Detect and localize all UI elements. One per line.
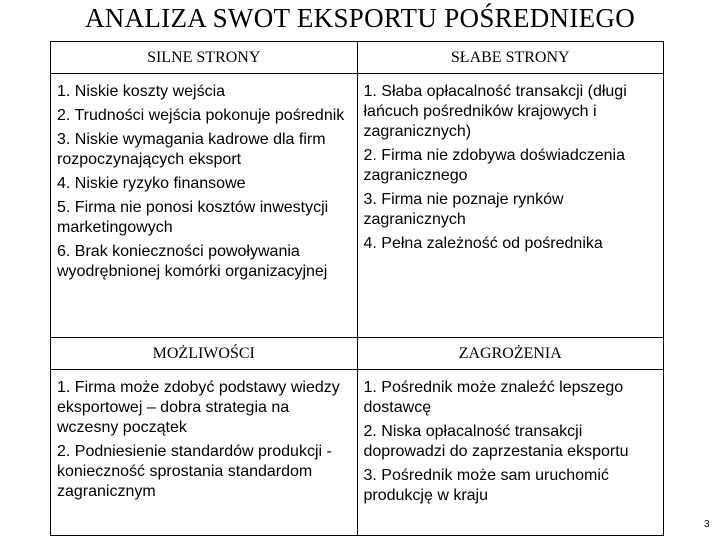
weaknesses-header: SŁABE STRONY bbox=[357, 42, 664, 74]
opportunities-cell bbox=[51, 370, 358, 536]
strengths-header: SILNE STRONY bbox=[51, 42, 358, 74]
strength-item: 6. Brak konieczności powoływania wyodrębnionej komórki organizacyjnej bbox=[57, 243, 328, 280]
threats-header: ZAGROŻENIA bbox=[357, 338, 664, 370]
opportunity-item: 2. Podniesienie standardów produkcji - konieczność sprostania standardom zagranicznym bbox=[57, 443, 332, 500]
page-number: 3 bbox=[704, 519, 710, 530]
swot-table bbox=[50, 41, 664, 536]
threats-cell bbox=[357, 370, 664, 536]
strengths-cell bbox=[51, 74, 358, 338]
weakness-item: 1. Słaba opłacalność transakcji (długi łańcuch pośredników krajowych i zagranicznych) bbox=[363, 83, 627, 140]
page-title: ANALIZA SWOT EKSPORTU POŚREDNIEGO bbox=[84, 3, 636, 33]
weaknesses-cell bbox=[357, 74, 664, 338]
weakness-item: 4. Pełna zależność od pośrednika bbox=[363, 235, 603, 252]
strength-item: 1. Niskie koszty wejścia bbox=[57, 83, 226, 100]
strength-item: 4. Niskie ryzyko finansowe bbox=[57, 175, 246, 192]
threat-item: 1. Pośrednik może znaleźć lepszego dostawcę bbox=[363, 379, 624, 416]
threat-item: 2. Niska opłacalność transakcji doprowadzi do zaprzestania eksportu bbox=[363, 423, 629, 460]
strength-item: 2. Trudności wejścia pokonuje pośrednik bbox=[57, 107, 345, 124]
opportunity-item: 1. Firma może zdobyć podstawy wiedzy eksportowej – dobra strategia na wczesny początek bbox=[57, 379, 340, 436]
strength-item: 5. Firma nie ponosi kosztów inwestycji marketingowych bbox=[57, 199, 329, 236]
weakness-item: 2. Firma nie zdobywa doświadczenia zagranicznego bbox=[363, 147, 625, 184]
threat-item: 3. Pośrednik może sam uruchomić produkcję w kraju bbox=[363, 467, 609, 504]
weakness-item: 3. Firma nie poznaje rynków zagranicznych bbox=[363, 191, 564, 228]
opportunities-header: MOŻLIWOŚCI bbox=[51, 338, 358, 370]
strength-item: 3. Niskie wymagania kadrowe dla firm rozpoczynających eksport bbox=[57, 131, 326, 168]
